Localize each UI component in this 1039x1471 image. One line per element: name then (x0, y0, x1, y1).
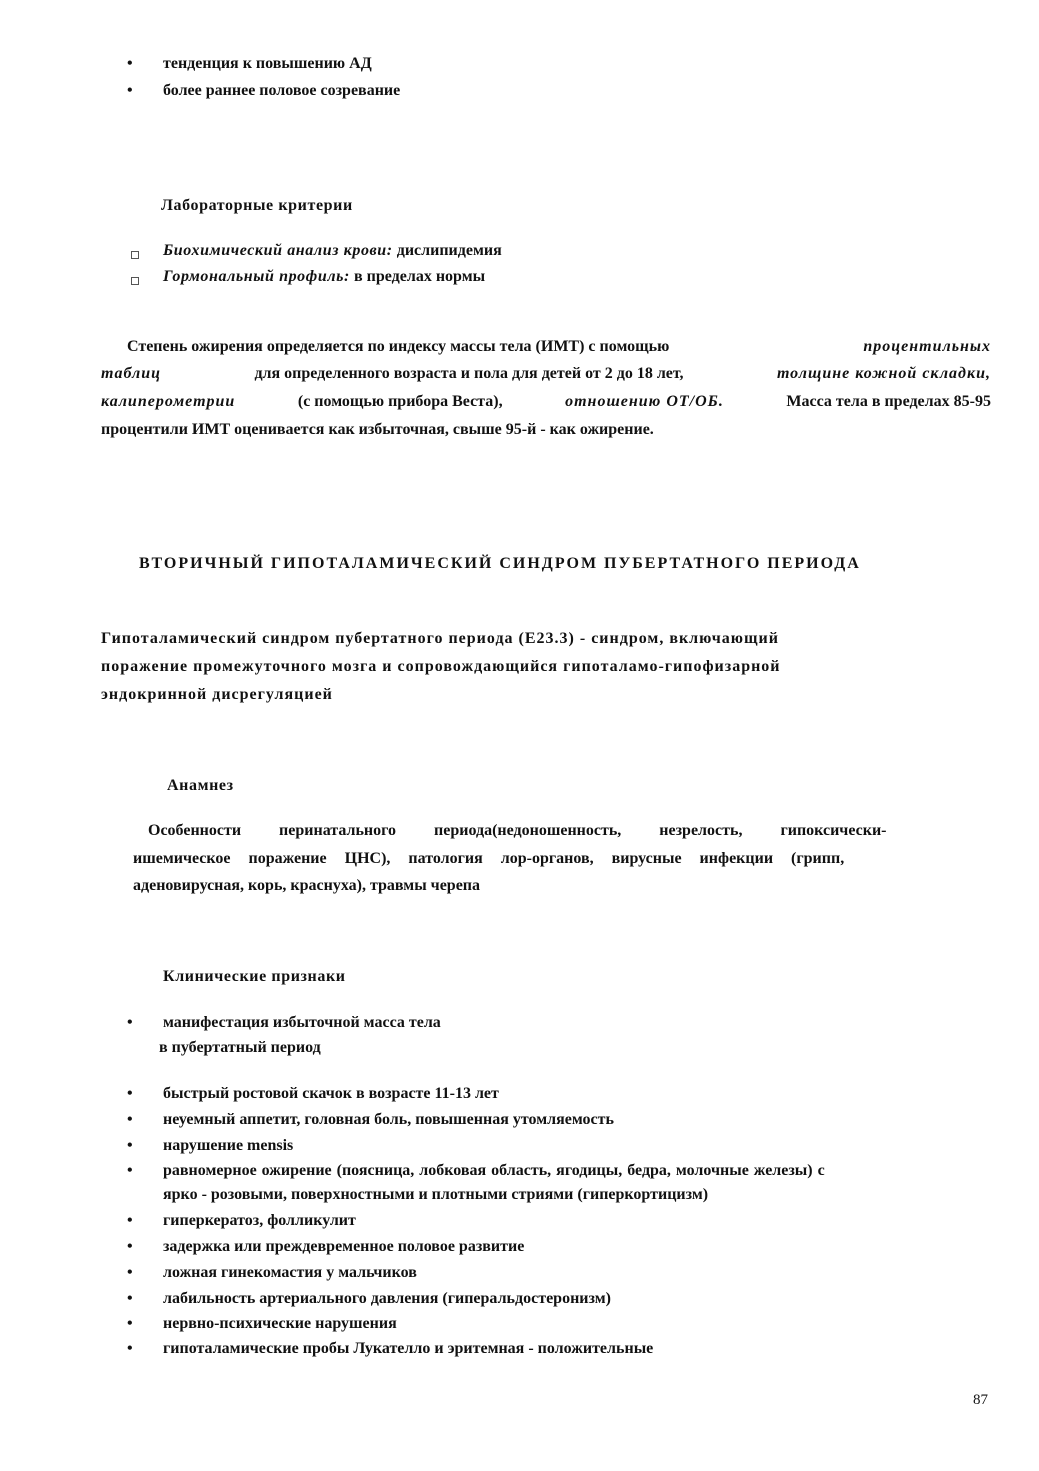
bullet-icon: • (127, 1085, 133, 1102)
checkbox-square-icon (131, 277, 139, 285)
bullet-icon: • (127, 1238, 133, 1255)
lab-item-label: Биохимический анализ крови: (163, 242, 393, 259)
anamnesis-line-3: аденовирусная, корь, краснуха), травмы черепа (133, 877, 481, 894)
lab-item-label: Гормональный профиль: (163, 268, 350, 285)
bullet-icon: • (127, 1162, 133, 1179)
obesity-paragraph-line-4: процентили ИМТ оценивается как избыточная, свыше 95-й - как ожирение. (101, 421, 654, 438)
page-number: 87 (973, 1392, 988, 1408)
bullet-icon: • (127, 1264, 133, 1281)
definition-line-1: Гипоталамический синдром пубертатного периода (Е23.3) - синдром, включающий (101, 630, 779, 647)
anamnesis-line-2: ишемическое поражение ЦНС), патология лор-органов, вирусные инфекции (грипп, (133, 850, 845, 867)
list-item-continuation: ярко - розовыми, поверхностными и плотными стриями (гиперкортицизм) (163, 1186, 709, 1203)
bullet-icon: • (127, 1340, 133, 1357)
obesity-paragraph-line-3: калиперометрии (с помощью прибора Веста), отношению ОТ/ОБ. Масса тела в пределах 85-95 (101, 393, 991, 410)
lab-item-value: в пределах нормы (350, 268, 486, 285)
obesity-paragraph-line-2: таблиц для определенного возраста и пола для детей от 2 до 18 лет, толщине кожной складки, (101, 365, 991, 382)
obesity-paragraph-line-1: Степень ожирения определяется по индексу массы тела (ИМТ) с помощью процентильных (127, 338, 991, 355)
bullet-icon: • (127, 1014, 133, 1031)
section-title: ВТОРИЧНЫЙ ГИПОТАЛАМИЧЕСКИЙ СИНДРОМ ПУБЕРТАТНОГО ПЕРИОДА (139, 555, 861, 572)
definition-line-2: поражение промежуточного мозга и сопровождающийся гипоталамо-гипофизарной (101, 658, 781, 675)
lab-heading: Лабораторные критерии (161, 197, 353, 214)
definition-line-3: эндокринной дисрегуляцией (101, 686, 333, 703)
lab-item-value: дислипидемия (392, 242, 502, 259)
bullet-icon: • (127, 1137, 133, 1154)
anamnesis-line-1: Особенности перинатального периода(недоношенность, незрелость, гипоксически- (148, 822, 887, 839)
anamnesis-heading: Анамнез (167, 777, 234, 794)
bullet-icon: • (127, 1212, 133, 1229)
clinical-heading: Клинические признаки (163, 968, 346, 985)
bullet-icon: • (127, 1315, 133, 1332)
list-item-continuation: в пубертатный период (159, 1039, 321, 1056)
bullet-icon: • (127, 82, 133, 99)
checkbox-square-icon (131, 251, 139, 259)
bullet-icon: • (127, 1290, 133, 1307)
bullet-icon: • (127, 1111, 133, 1128)
bullet-icon: • (127, 55, 133, 72)
